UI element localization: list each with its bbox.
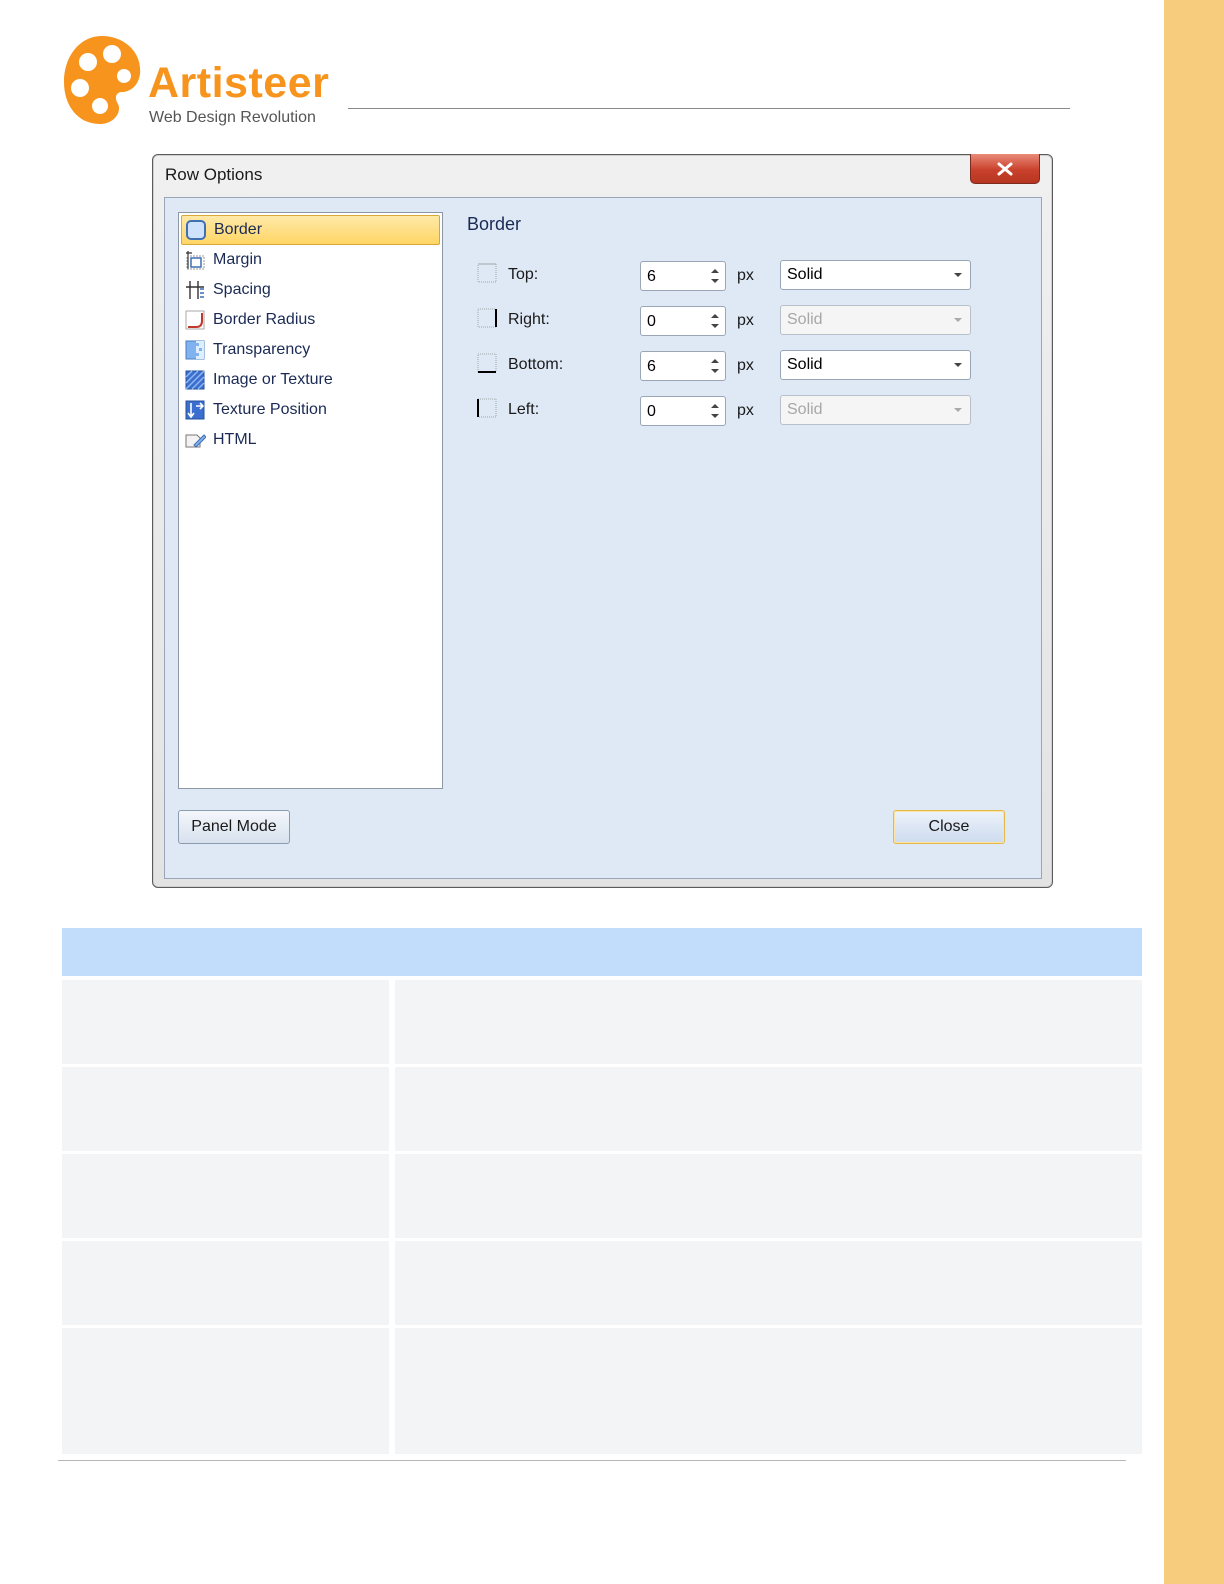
table-row (62, 1067, 1142, 1151)
table-header (62, 928, 1142, 976)
table-cell (62, 1067, 389, 1151)
nav-label: Spacing (213, 281, 271, 298)
right-sidebar-strip (1164, 0, 1224, 1584)
border-top-style-select[interactable] (780, 260, 971, 290)
border-top-style-value: Solid (787, 266, 823, 283)
option-category-list (178, 212, 443, 789)
table-cell (62, 1241, 389, 1325)
border-right-width-stepper[interactable] (640, 306, 726, 336)
table-cell (395, 1154, 1142, 1238)
border-left-style-value: Solid (787, 401, 823, 418)
nav-item-image-or-texture[interactable] (181, 365, 440, 395)
chevron-down-icon (954, 363, 962, 367)
border-bottom-width-stepper[interactable] (640, 351, 726, 381)
table-cell (62, 980, 389, 1064)
transparency-icon (183, 338, 207, 362)
border-top-row (467, 260, 987, 292)
nav-item-margin[interactable] (181, 245, 440, 275)
nav-item-border-radius[interactable] (181, 305, 440, 335)
border-left-row (467, 395, 987, 427)
nav-label: Transparency (213, 341, 311, 358)
border-bottom-style-value: Solid (787, 356, 823, 373)
border-left-unit: px (737, 402, 754, 419)
table-cell (62, 1154, 389, 1238)
nav-item-spacing[interactable] (181, 275, 440, 305)
border-radius-icon (183, 308, 207, 332)
nav-item-texture-position[interactable] (181, 395, 440, 425)
nav-label: Border Radius (213, 311, 316, 328)
border-right-unit: px (737, 312, 754, 329)
border-bottom-style-select[interactable] (780, 350, 971, 380)
spin-arrows-icon[interactable] (709, 355, 721, 377)
nav-item-transparency[interactable] (181, 335, 440, 365)
image-texture-icon (183, 368, 207, 392)
margin-icon (183, 248, 207, 272)
border-bottom-unit: px (737, 357, 754, 374)
spin-arrows-icon[interactable] (709, 265, 721, 287)
panel-title: Border (467, 214, 522, 234)
dialog-title: Row Options (165, 165, 263, 184)
border-right-style-select[interactable] (780, 305, 971, 335)
table-row (62, 980, 1142, 1064)
border-bottom-icon (477, 353, 497, 373)
header-divider (348, 108, 1070, 109)
close-icon[interactable] (970, 154, 1040, 184)
border-left-width-stepper[interactable] (640, 396, 726, 426)
spacing-icon (183, 278, 207, 302)
border-top-unit: px (737, 267, 754, 284)
table-row (62, 1154, 1142, 1238)
border-top-icon (477, 263, 497, 283)
nav-item-html[interactable] (181, 425, 440, 455)
border-left-label: Left: (508, 401, 540, 418)
chevron-down-icon (954, 318, 962, 322)
nav-label: Texture Position (213, 401, 327, 418)
border-bottom-label: Bottom: (508, 356, 564, 373)
table-cell (395, 1241, 1142, 1325)
chevron-down-icon (954, 408, 962, 412)
nav-label: HTML (213, 431, 257, 448)
html-icon (183, 428, 207, 452)
palette-logo-icon (62, 32, 144, 128)
border-icon (184, 218, 208, 242)
border-top-width-stepper[interactable] (640, 261, 726, 291)
row-options-dialog (152, 154, 1053, 888)
nav-label: Margin (213, 251, 262, 268)
spin-arrows-icon[interactable] (709, 310, 721, 332)
panel-mode-button[interactable]: Panel Mode (178, 810, 290, 844)
close-button[interactable]: Close (893, 810, 1005, 844)
border-left-style-select[interactable] (780, 395, 971, 425)
table-row (62, 1241, 1142, 1325)
brand-tagline: Web Design Revolution (149, 109, 316, 126)
border-left-width-value: 0 (647, 403, 656, 420)
table-row (62, 1328, 1142, 1454)
brand-name: Artisteer (148, 59, 330, 107)
nav-label: Image or Texture (213, 371, 333, 388)
footer-divider (58, 1460, 1126, 1461)
chevron-down-icon (954, 273, 962, 277)
border-top-width-value: 6 (647, 268, 656, 285)
border-right-label: Right: (508, 311, 550, 328)
spin-arrows-icon[interactable] (709, 400, 721, 422)
texture-position-icon (183, 398, 207, 422)
artisteer-logo (62, 32, 362, 132)
border-right-width-value: 0 (647, 313, 656, 330)
border-right-style-value: Solid (787, 311, 823, 328)
border-top-label: Top: (508, 266, 539, 283)
border-right-row (467, 305, 987, 337)
dialog-body (164, 197, 1042, 879)
border-left-icon (477, 398, 497, 418)
table-cell (62, 1328, 389, 1454)
border-right-icon (477, 308, 497, 328)
table-cell (395, 1067, 1142, 1151)
nav-label: Border (214, 221, 263, 238)
nav-item-border[interactable] (181, 215, 440, 245)
table-cell (395, 1328, 1142, 1454)
border-bottom-row (467, 350, 987, 382)
border-bottom-width-value: 6 (647, 358, 656, 375)
table-cell (395, 980, 1142, 1064)
